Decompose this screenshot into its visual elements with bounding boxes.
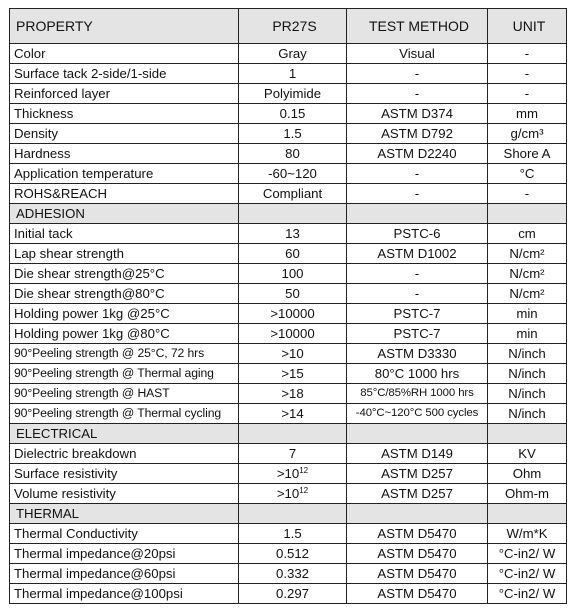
section-blank-cell [488,424,567,444]
property-cell: Holding power 1kg @80°C [10,324,239,344]
value-base: 7 [288,446,297,461]
table-row [10,164,567,184]
unit-cell: KV [488,444,567,464]
table-row [10,404,567,424]
property-cell: Holding power 1kg @25°C [10,304,239,324]
table-row [10,244,567,264]
property-cell: Thermal impedance@60psi [10,564,239,584]
method-cell: - [347,264,488,284]
value-cell: 13 [239,224,347,244]
value-base: >10 [276,466,300,481]
unit-cell: g/cm³ [488,124,567,144]
table-row [10,344,567,364]
property-cell: Surface resistivity [10,464,239,484]
method-cell: ASTM D5470 [347,564,488,584]
value-cell: 1.5 [239,124,347,144]
property-cell: Die shear strength@25°C [10,264,239,284]
property-cell: Volume resistivity [10,484,239,504]
value-cell: >14 [239,404,347,424]
table-row [10,324,567,344]
value-cell: 1 [239,64,347,84]
method-cell: ASTM D5470 [347,544,488,564]
unit-cell: - [488,44,567,64]
table-row [10,584,567,604]
table-row [10,304,567,324]
value-cell: 80 [239,144,347,164]
unit-cell: W/m*K [488,524,567,544]
value-cell: Gray [239,44,347,64]
method-cell: - [347,64,488,84]
property-cell: Hardness [10,144,239,164]
value-cell: >10000 [239,324,347,344]
value-cell: 0.332 [239,564,347,584]
value-cell: Polyimide [239,84,347,104]
property-cell: Surface tack 2-side/1-side [10,64,239,84]
section-blank-cell [347,424,488,444]
unit-cell: min [488,304,567,324]
method-cell: - [347,284,488,304]
header-row [10,9,567,44]
table-row [10,484,567,504]
method-cell: ASTM D1002 [347,244,488,264]
unit-cell: min [488,324,567,344]
unit-cell: N/cm² [488,244,567,264]
unit-cell: °C-in2/ W [488,564,567,584]
section-row-adhesion [10,204,567,224]
method-cell: 85°C/85%RH 1000 hrs [347,384,488,404]
section-title: ADHESION [10,204,239,224]
unit-cell: Ohm-m [488,484,567,504]
header-property: PROPERTY [10,9,239,44]
method-cell: PSTC-7 [347,304,488,324]
unit-cell: N/inch [488,384,567,404]
value-cell: >10 [239,344,347,364]
property-cell: Die shear strength@80°C [10,284,239,304]
table-row [10,364,567,384]
section-title: THERMAL [10,504,239,524]
method-cell: ASTM D149 [347,444,488,464]
table-row [10,184,567,204]
method-cell: ASTM D3330 [347,344,488,364]
value-exponent: 12 [299,466,309,475]
unit-cell: - [488,84,567,104]
method-cell: ASTM D792 [347,124,488,144]
section-blank-cell [239,504,347,524]
unit-cell: N/cm² [488,284,567,304]
unit-cell: - [488,64,567,84]
table-row [10,564,567,584]
method-cell: PSTC-6 [347,224,488,244]
property-cell: Thickness [10,104,239,124]
table-row [10,284,567,304]
method-cell: ASTM D5470 [347,524,488,544]
method-cell: PSTC-7 [347,324,488,344]
value-cell: 50 [239,284,347,304]
header-product: PR27S [239,9,347,44]
section-blank-cell [347,204,488,224]
value-cell: 0.15 [239,104,347,124]
method-cell: - [347,184,488,204]
unit-cell: cm [488,224,567,244]
value-cell [239,444,347,464]
method-cell: Visual [347,44,488,64]
unit-cell: - [488,184,567,204]
method-cell: ASTM D257 [347,484,488,504]
section-row-thermal [10,504,567,524]
value-cell: 0.512 [239,544,347,564]
value-cell: Compliant [239,184,347,204]
table-row [10,264,567,284]
unit-cell: N/inch [488,364,567,384]
value-cell: >18 [239,384,347,404]
method-cell: ASTM D5470 [347,584,488,604]
section-blank-cell [347,504,488,524]
unit-cell: °C-in2/ W [488,584,567,604]
section-blank-cell [239,204,347,224]
value-cell: 1.5 [239,524,347,544]
property-cell: Thermal impedance@20psi [10,544,239,564]
method-cell: - [347,164,488,184]
property-cell: Color [10,44,239,64]
table-row [10,544,567,564]
value-cell: >10000 [239,304,347,324]
property-cell: 90°Peeling strength @ HAST [10,384,239,404]
method-cell: ASTM D2240 [347,144,488,164]
property-cell: 90°Peeling strength @ Thermal aging [10,364,239,384]
section-blank-cell [488,204,567,224]
method-cell: -40°C~120°C 500 cycles [347,404,488,424]
header-test-method: TEST METHOD [347,9,488,44]
section-row-electrical [10,424,567,444]
unit-cell: °C [488,164,567,184]
spec-sheet [9,8,567,604]
section-blank-cell [488,504,567,524]
value-cell: 60 [239,244,347,264]
unit-cell: Ohm [488,464,567,484]
unit-cell: Shore A [488,144,567,164]
unit-cell: °C-in2/ W [488,544,567,564]
table-row [10,524,567,544]
method-cell: 80°C 1000 hrs [347,364,488,384]
property-cell: Lap shear strength [10,244,239,264]
table-row [10,384,567,404]
method-cell: - [347,84,488,104]
property-cell: Application temperature [10,164,239,184]
table-row [10,64,567,84]
property-cell: Dielectric breakdown [10,444,239,464]
unit-cell: mm [488,104,567,124]
property-cell: 90°Peeling strength @ 25°C, 72 hrs [10,344,239,364]
value-exponent: 12 [299,486,309,495]
table-row [10,84,567,104]
table-row [10,444,567,464]
method-cell: ASTM D257 [347,464,488,484]
section-title: ELECTRICAL [10,424,239,444]
property-cell: Density [10,124,239,144]
property-cell: Thermal impedance@100psi [10,584,239,604]
property-cell: Initial tack [10,224,239,244]
value-cell: >15 [239,364,347,384]
value-cell [239,484,347,504]
unit-cell: N/inch [488,344,567,364]
property-cell: Thermal Conductivity [10,524,239,544]
property-cell: Reinforced layer [10,84,239,104]
section-blank-cell [239,424,347,444]
table-row [10,124,567,144]
property-cell: 90°Peeling strength @ Thermal cycling [10,404,239,424]
value-cell: -60~120 [239,164,347,184]
value-cell: 0.297 [239,584,347,604]
value-cell: 100 [239,264,347,284]
property-cell: ROHS&REACH [10,184,239,204]
table-row [10,144,567,164]
header-unit: UNIT [488,9,567,44]
table-row [10,224,567,244]
unit-cell: N/inch [488,404,567,424]
value-base: >10 [276,486,300,501]
value-cell [239,464,347,484]
table-row [10,464,567,484]
method-cell: ASTM D374 [347,104,488,124]
unit-cell: N/cm² [488,264,567,284]
properties-table [9,8,567,604]
table-row [10,104,567,124]
table-row [10,44,567,64]
